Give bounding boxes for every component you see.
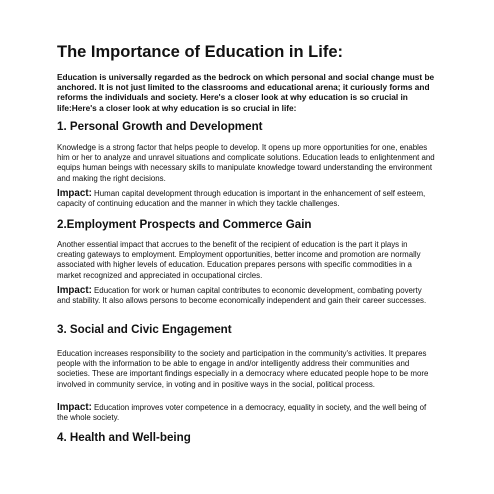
impact-text: Education for work or human capital contributes to economic development, combating poverty and stability. It also allows persons to become economically independent and gain their career successes. [57, 286, 427, 306]
impact-label: Impact: [57, 402, 92, 413]
section-heading-employment: 2.Employment Prospects and Commerce Gain [57, 218, 312, 231]
section-heading-personal-growth: 1. Personal Growth and Development [57, 120, 263, 133]
section-heading-social-civic: 3. Social and Civic Engagement [57, 323, 232, 336]
impact-paragraph-personal-growth [57, 189, 437, 209]
impact-paragraph-social-civic [57, 403, 437, 423]
impact-text: Education improves voter competence in a democracy, equality in society, and the well being of the whole society. [57, 403, 427, 423]
section-body-social-civic: Education increases responsibility to the society and participation in the community's activities. It prepares people with the information to be able to engage in and/or intelligently address their communities and societies. These are important findings especially in a democracy where educated people hope to be more involved in community service, in voting and in positive ways in the social, political process. [57, 349, 429, 389]
impact-text: Human capital development through education is important in the enhancement of self esteem, capacity of continuing education and the manner in which they tackle challenges. [57, 189, 426, 209]
section-heading-health: 4. Health and Well-being [57, 431, 191, 444]
section-body-employment: Another essential impact that accrues to the benefit of the recipient of education is the part it plays in creating gateways to employment. Employment opportunities, better income and promotion are normally associated with higher levels of education. Education prepares persons with specific commodities in a market recognized and appreciated in occupational circles. [57, 240, 421, 280]
document-title: The Importance of Education in Life: [57, 43, 344, 61]
impact-paragraph-employment [57, 286, 437, 306]
intro-paragraph: Education is universally regarded as the bedrock on which personal and social change must be anchored. It is not just limited to the classrooms and educational arena; it curiously forms and reforms the individuals and society. Here's a closer look at why education is so crucial in life:Here's a closer look at why education is so crucial in life: [57, 72, 435, 113]
impact-label: Impact: [57, 188, 92, 199]
section-body-personal-growth: Knowledge is a strong factor that helps people to develop. It opens up more opportunities for one, enables him or her to analyze and unravel situations and complicate solutions. Education leads to enlightenment and equips human beings with necessary skills to manipulate knowledge toward understanding the environment and making the right decisions. [57, 143, 435, 183]
impact-label: Impact: [57, 285, 92, 296]
